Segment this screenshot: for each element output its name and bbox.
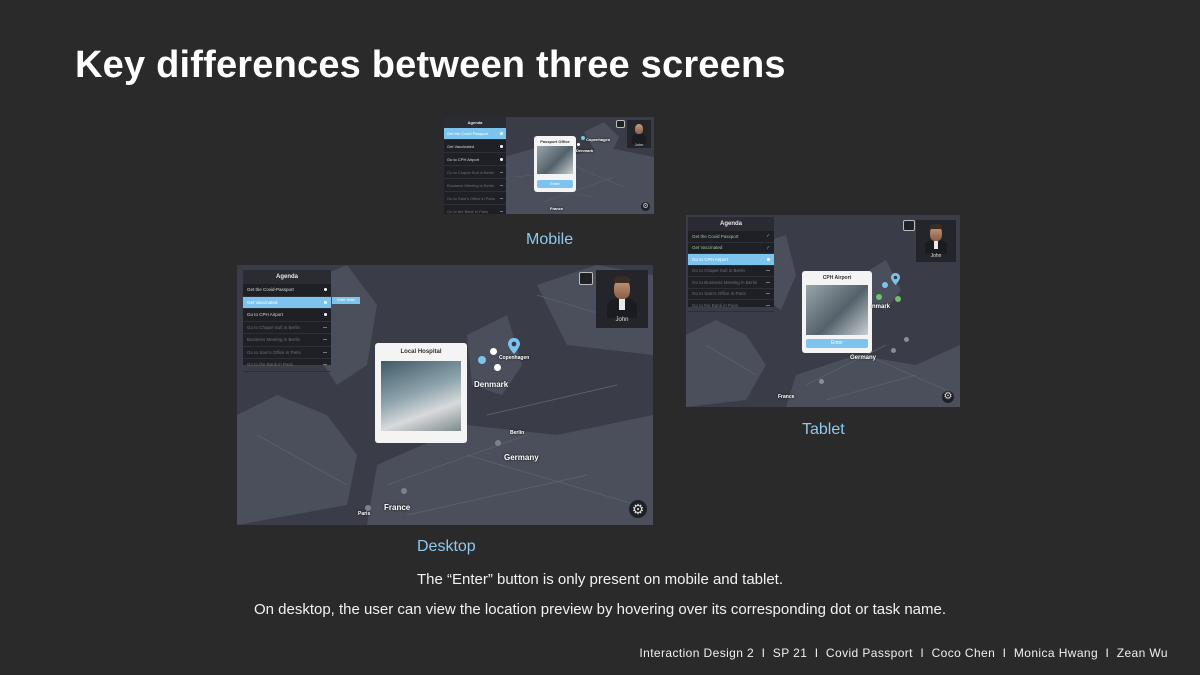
agenda-item[interactable]: Go to the Bank in Paris	[444, 205, 506, 214]
note-desktop-hover: On desktop, the user can view the location preview by hovering over its corresponding dot or task name.	[253, 601, 947, 618]
agenda-item[interactable]: Go to Chapel Sufi in Berlin	[688, 266, 774, 278]
check-icon: ✓	[766, 233, 770, 239]
location-dot[interactable]	[365, 505, 371, 511]
agenda-item[interactable]: Business Meeting in Berlin	[243, 334, 331, 347]
location-dot[interactable]	[577, 143, 580, 146]
briefcase-icon[interactable]	[579, 272, 593, 285]
agenda-panel	[243, 270, 331, 368]
dash-icon	[766, 293, 770, 294]
slide-title: Key differences between three screens	[75, 44, 786, 86]
agenda-item[interactable]: Get Vaccinated ✓	[688, 243, 774, 255]
map-label-germany: Germany	[850, 355, 877, 361]
status-dot-icon	[500, 145, 503, 148]
status-dot-icon	[500, 158, 503, 161]
agenda-item[interactable]: Go to Chapel Sufi in Berlin	[444, 166, 506, 179]
popup-title: Passport Office	[540, 139, 570, 144]
location-photo	[537, 146, 573, 174]
agenda-item[interactable]: Get the Covid Passport	[444, 128, 506, 140]
location-dot[interactable]	[882, 282, 888, 288]
agenda-item[interactable]: Go to Sam's Office in Paris	[688, 289, 774, 301]
briefcase-icon[interactable]	[903, 220, 915, 231]
location-dot[interactable]	[478, 356, 486, 364]
gear-icon[interactable]: ⚙	[629, 500, 647, 518]
location-popup	[375, 343, 467, 443]
location-popup	[534, 136, 576, 192]
dash-icon	[500, 172, 503, 173]
agenda-title: Agenda	[243, 270, 331, 284]
agenda-item[interactable]: Go to CPH Airport	[444, 153, 506, 166]
dash-icon	[323, 352, 327, 353]
agenda-item[interactable]: Go to CPH Airport	[688, 254, 774, 266]
status-dot-icon	[324, 313, 327, 316]
agenda-item[interactable]: Go to Business Meeting in Berlin	[688, 277, 774, 289]
enter-button[interactable]: Enter	[537, 180, 573, 188]
map-label-france: France	[550, 206, 564, 211]
dash-icon	[500, 198, 503, 199]
agenda-item[interactable]: Go to Sam's Office in Paris	[243, 347, 331, 360]
footer-credits: Interaction Design 2 I SP 21 I Covid Passport I Coco Chen I Monica Hwang I Zean Wu	[639, 646, 1168, 660]
dash-icon	[766, 305, 770, 306]
caption-mobile: Mobile	[526, 231, 574, 248]
avatar[interactable]	[916, 220, 956, 262]
user-name: John	[615, 317, 629, 323]
location-dot[interactable]	[891, 348, 896, 353]
dash-icon	[766, 270, 770, 271]
agenda-item[interactable]: Business Meeting in Berlin	[444, 179, 506, 192]
location-dot[interactable]	[490, 348, 497, 355]
location-dot[interactable]	[494, 364, 501, 371]
popup-title: CPH Airport	[822, 275, 852, 281]
caption-tablet: Tablet	[802, 421, 845, 438]
agenda-panel	[688, 217, 774, 307]
user-name: John	[634, 142, 644, 147]
avatar[interactable]	[596, 270, 648, 328]
mobile-screenshot	[444, 117, 654, 214]
note-enter-button: The “Enter” button is only present on mobile and tablet.	[416, 571, 784, 588]
check-icon: ✓	[766, 244, 770, 250]
dash-icon	[323, 327, 327, 328]
tablet-screenshot	[686, 215, 960, 407]
map-label-paris: Paris	[358, 511, 371, 517]
status-dot-icon	[500, 132, 503, 135]
status-dot-icon	[324, 288, 327, 291]
agenda-item[interactable]: Get Vaccinated	[243, 297, 331, 310]
agenda-item[interactable]: Go to CPH Airport	[243, 309, 331, 322]
popup-title: Local Hospital	[400, 349, 442, 355]
map-label-copenhagen: Copenhagen	[586, 137, 611, 142]
agenda-item[interactable]: Go to the Bank in Paris	[688, 300, 774, 312]
location-dot[interactable]	[895, 296, 901, 302]
dash-icon	[500, 185, 503, 186]
agenda-item[interactable]: Get the Covid-Passport	[243, 284, 331, 297]
user-name: John	[930, 253, 942, 259]
agenda-item[interactable]: Go to Chapel Sufi in Berlin	[243, 322, 331, 335]
map-label-copenhagen: Copenhagen	[499, 355, 530, 361]
location-dot[interactable]	[581, 136, 585, 140]
agenda-item[interactable]: Get Vaccinated	[444, 140, 506, 153]
agenda-item[interactable]: Go to the Bank in Paris	[243, 359, 331, 372]
agenda-item[interactable]: Go to Sam's Office in Paris	[444, 192, 506, 205]
map-label-germany: Germany	[504, 453, 539, 462]
map-pin-icon[interactable]	[891, 273, 900, 285]
agenda-panel	[444, 117, 506, 214]
enter-button[interactable]: Enter	[806, 339, 868, 348]
desktop-screenshot	[237, 265, 653, 525]
agenda-title: Agenda	[688, 217, 774, 231]
map-pin-icon[interactable]	[508, 338, 520, 354]
status-dot-icon	[767, 258, 770, 261]
location-dot[interactable]	[819, 379, 824, 384]
gear-icon[interactable]: ⚙	[943, 391, 953, 402]
map-label-france: France	[778, 394, 795, 400]
location-photo	[806, 285, 868, 335]
location-photo	[381, 361, 461, 431]
location-dot[interactable]	[401, 488, 407, 494]
map-label-france: France	[384, 503, 411, 512]
dash-icon	[500, 211, 503, 212]
location-dot[interactable]	[495, 440, 501, 446]
hover-tag: Enter Hotel	[332, 297, 360, 304]
caption-desktop: Desktop	[417, 538, 476, 555]
agenda-title: Agenda	[444, 117, 506, 128]
briefcase-icon[interactable]	[616, 120, 625, 128]
dash-icon	[766, 282, 770, 283]
map-label-denmark: Denmark	[474, 380, 509, 389]
map-label-berlin: Berlin	[510, 430, 525, 436]
location-popup	[802, 271, 872, 353]
gear-icon[interactable]: ⚙	[642, 203, 649, 210]
map-label-denmark: Denmark	[576, 148, 594, 153]
avatar[interactable]	[627, 120, 651, 148]
map-label-denmark: nmark	[872, 304, 891, 310]
status-dot-icon	[324, 301, 327, 304]
location-dot[interactable]	[876, 294, 882, 300]
dash-icon	[323, 364, 327, 365]
location-dot[interactable]	[904, 337, 909, 342]
dash-icon	[323, 339, 327, 340]
agenda-item[interactable]: Get the Covid Passport ✓	[688, 231, 774, 243]
